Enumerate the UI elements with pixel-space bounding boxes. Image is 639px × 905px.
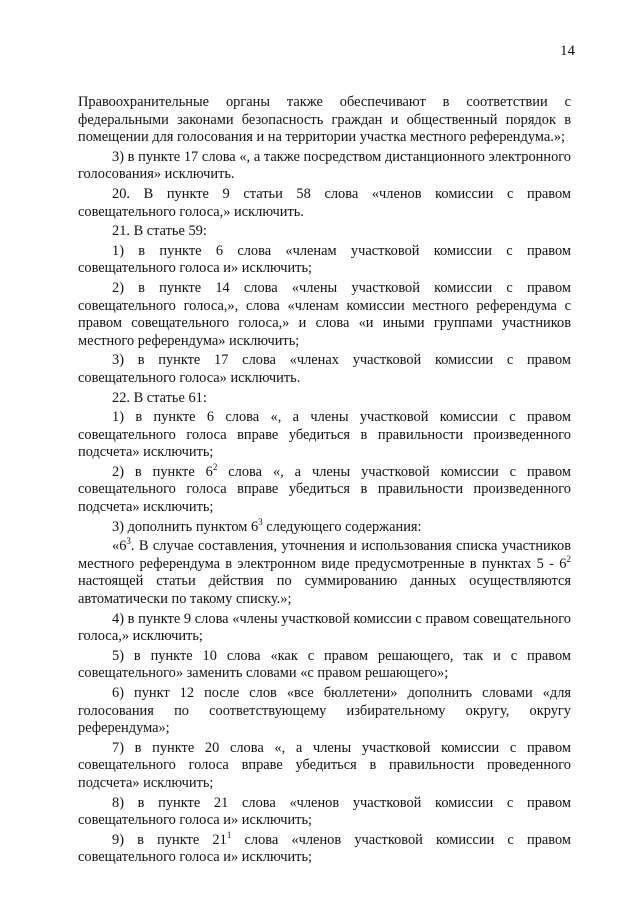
paragraph-text: «6 bbox=[112, 538, 127, 555]
paragraph-text: 2) в пункте 6 bbox=[112, 463, 213, 480]
superscript: 2 bbox=[212, 462, 218, 473]
paragraph-text: 9) в пункте 21 bbox=[112, 831, 227, 848]
paragraph: 20. В пункте 9 статьи 58 слова «членов комиссии с правом совещательного голоса,» исключить. bbox=[78, 185, 571, 220]
superscript: 3 bbox=[258, 516, 263, 527]
superscript: 1 bbox=[226, 829, 232, 840]
paragraph: 1) в пункте 6 слова «членам участковой комиссии с правом совещательного голоса и» исключить; bbox=[78, 242, 571, 277]
page-number: 14 bbox=[560, 43, 575, 59]
document-body bbox=[78, 94, 571, 869]
superscript: 3 bbox=[126, 536, 131, 547]
paragraph-text: настоящей статьи действия по суммированию данных осуществляются автоматически по такому списку.»; bbox=[78, 573, 571, 608]
paragraph-text: 3) дополнить пунктом 6 bbox=[112, 518, 259, 535]
paragraph bbox=[78, 538, 571, 608]
paragraph: 5) в пункте 10 слова «как с правом решающего, так и с правом совещательного» заменить словами «с правом решающего»; bbox=[78, 647, 571, 682]
paragraph bbox=[78, 829, 571, 867]
paragraph: 8) в пункте 21 слова «членов участковой комиссии с правом совещательного голоса и» исключить; bbox=[78, 794, 571, 829]
paragraph-text: слова «, а члены участковой комиссии с правом совещательного голоса вправе убедиться в правильности произведенного подсчета» исключить; bbox=[78, 463, 571, 516]
paragraph: 6) пункт 12 после слов «все бюллетени» дополнить словами «для голосования по соответствующему избирательному округу, округу референдума»; bbox=[78, 685, 571, 737]
superscript: 2 bbox=[566, 554, 571, 565]
paragraph: 4) в пункте 9 слова «члены участковой комиссии с правом совещательного голоса,» исключить; bbox=[78, 610, 571, 645]
paragraph: 3) в пункте 17 слова «, а также посредством дистанционного электронного голосования» исключить. bbox=[78, 148, 571, 183]
paragraph: Правоохранительные органы также обеспечивают в соответствии с федеральными законами безопасность граждан и общественный порядок в помещении для голосования и на территории участка местного референдума.»; bbox=[78, 94, 571, 146]
paragraph: 22. В статье 61: bbox=[112, 389, 207, 406]
paragraph bbox=[78, 516, 571, 537]
paragraph: 3) в пункте 17 слова «членах участковой комиссии с правом совещательного голоса» исключить. bbox=[78, 352, 571, 386]
paragraph: 21. В статье 59: bbox=[112, 223, 207, 240]
paragraph-text: . В случае составления, уточнения и использования списка участников местного референдума в электронном виде предусмотренные в пунктах 5 - 6 bbox=[78, 538, 571, 572]
paragraph: 7) в пункте 20 слова «, а члены участковой комиссии с правом совещательного голоса вправе убедиться в правильности проведенного подсчета» исключить; bbox=[78, 739, 571, 791]
paragraph bbox=[78, 464, 571, 517]
paragraph: 1) в пункте 6 слова «, а члены участковой комиссии с правом совещательного голоса вправе убедиться в правильности произведенного подсчета» исключить; bbox=[78, 409, 571, 461]
paragraph-text: слова «членов участковой комиссии с правом совещательного голоса и» исключить; bbox=[78, 831, 571, 866]
paragraph: 2) в пункте 14 слова «члены участковой комиссии с правом совещательного голоса,», слова «членам комиссии местного референдума с правом совещательного голоса,» и слова «и иными группами участников местного референдума» исключить; bbox=[78, 279, 571, 349]
paragraph-text: следующего содержания: bbox=[262, 518, 422, 535]
